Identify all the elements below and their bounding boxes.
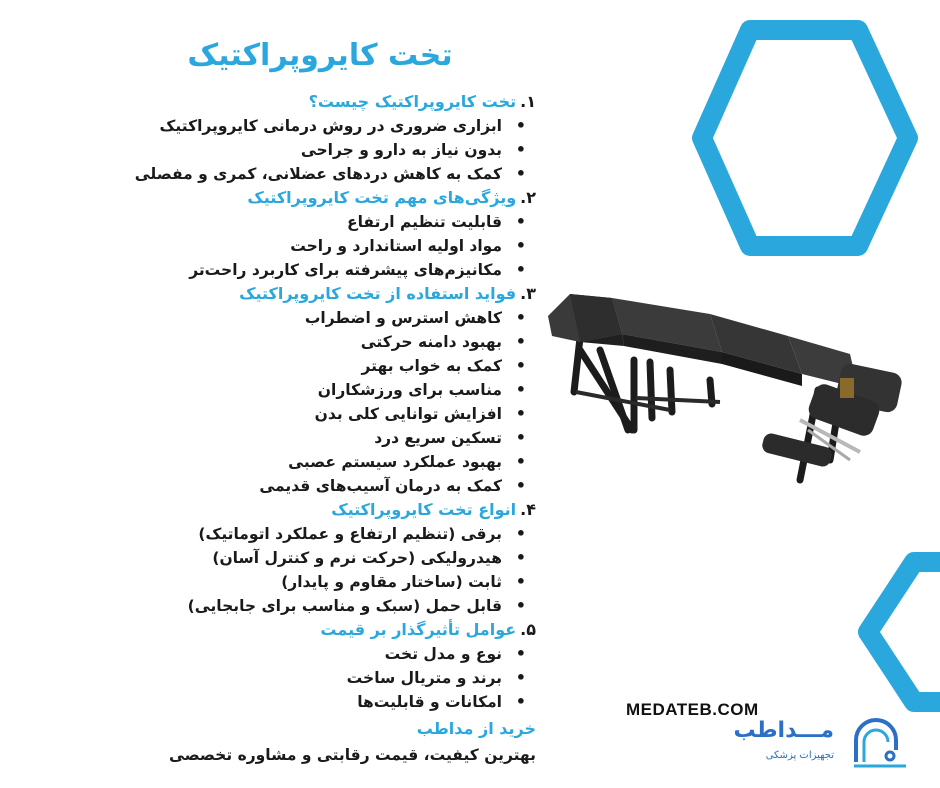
section-number: ۳.	[520, 284, 536, 303]
buy-heading: خرید از مداطب	[416, 719, 536, 738]
section-heading-text: تخت کایروپراکتیک چیست؟	[308, 92, 517, 111]
list-item: • بدون نیاز به دارو و جراحی	[100, 138, 536, 162]
page-title: تخت کایروپراکتیک	[187, 38, 453, 73]
chiropractic-table-image	[540, 280, 920, 510]
section-number: ۵.	[520, 620, 536, 639]
hexagon-decoration-top	[690, 18, 920, 258]
section-heading-text: انواع تخت کایروپراکتیک	[331, 500, 517, 519]
section-heading-4	[100, 498, 536, 522]
section-list-1	[100, 114, 536, 186]
website-url: MEDATEB.COM	[626, 700, 759, 719]
list-item: • برند و متریال ساخت	[100, 666, 536, 690]
logo-mark-icon	[850, 716, 912, 774]
logo-subtitle: تجهیزات پزشکی	[765, 750, 834, 761]
list-item: • کمک به کاهش دردهای عضلانی، کمری و مفصلی	[100, 162, 536, 186]
list-item: • بهبود دامنه حرکتی	[100, 330, 536, 354]
section-list-3	[100, 306, 536, 498]
list-item: • قابلیت تنظیم ارتفاع	[100, 210, 536, 234]
list-item: • هیدرولیکی (حرکت نرم و کنترل آسان)	[100, 546, 536, 570]
list-item: • افزایش توانایی کلی بدن	[100, 402, 536, 426]
list-item: • امکانات و قابلیت‌ها	[100, 690, 536, 714]
list-item: • ابزاری ضروری در روش درمانی کایروپراکتیک	[100, 114, 536, 138]
list-item: • مواد اولیه استاندارد و راحت	[100, 234, 536, 258]
list-item: • نوع و مدل تخت	[100, 642, 536, 666]
section-heading-5	[100, 618, 536, 642]
list-item: • بهبود عملکرد سیستم عصبی	[100, 450, 536, 474]
section-heading-text: عوامل تأثیرگذار بر قیمت	[320, 620, 517, 639]
list-item: • قابل حمل (سبک و مناسب برای جابجایی)	[100, 594, 536, 618]
buy-text: بهترین کیفیت، قیمت رقابتی و مشاوره تخصصی	[168, 746, 536, 764]
logo-name: مـــداطب	[733, 718, 834, 743]
section-number: ۲.	[520, 188, 536, 207]
section-list-5	[100, 642, 536, 714]
section-number: ۴.	[520, 500, 536, 519]
section-heading-text: فواید استفاده از تخت کایروپراکتیک	[239, 284, 517, 303]
hexagon-decoration-bottom	[856, 552, 940, 712]
list-item: • تسکین سریع درد	[100, 426, 536, 450]
section-number: ۱.	[520, 92, 536, 111]
section-heading-text: ویژگی‌های مهم تخت کایروپراکتیک	[247, 188, 517, 207]
list-item: • ثابت (ساختار مقاوم و پایدار)	[100, 570, 536, 594]
medateb-logo	[733, 716, 918, 774]
list-item: • مکانیزم‌های پیشرفته برای کاربرد راحت‌تر	[100, 258, 536, 282]
section-list-4	[100, 522, 536, 618]
list-item: • برقی (تنظیم ارتفاع و عملکرد اتوماتیک)	[100, 522, 536, 546]
section-list-2	[100, 210, 536, 282]
section-heading-2	[100, 186, 536, 210]
content-list	[100, 90, 536, 768]
list-item: • کاهش استرس و اضطراب	[100, 306, 536, 330]
section-heading-3	[100, 282, 536, 306]
list-item: • کمک به خواب بهتر	[100, 354, 536, 378]
section-heading-1	[100, 90, 536, 114]
list-item: • کمک به درمان آسیب‌های قدیمی	[100, 474, 536, 498]
list-item: • مناسب برای ورزشکاران	[100, 378, 536, 402]
